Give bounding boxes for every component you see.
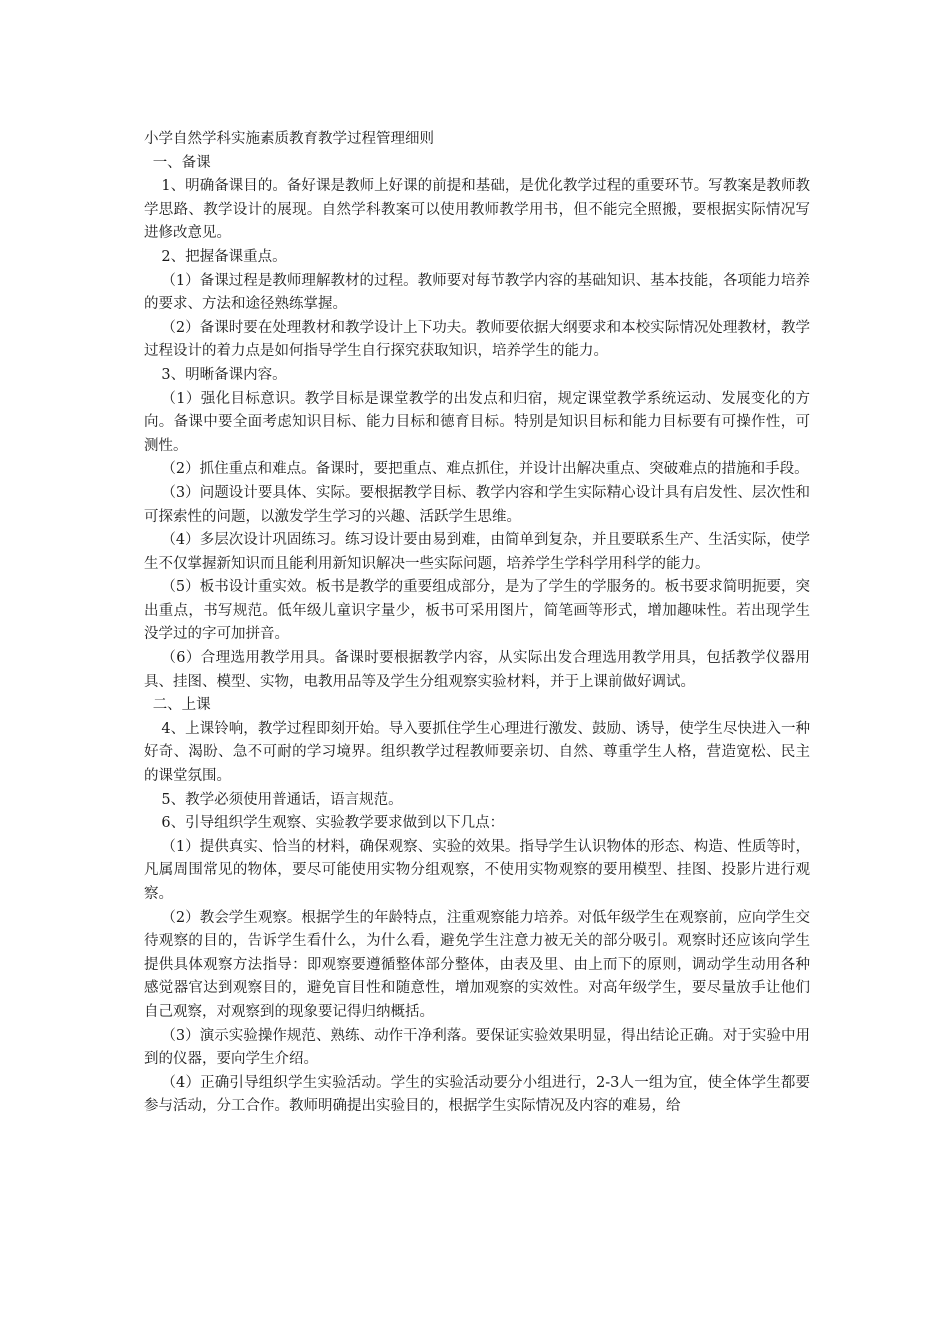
paragraph: （4）正确引导组织学生实验活动。学生的实验活动要分小组进行，2-3人一组为宜，使全体学生都要参与活动，分工合作。教师明确提出实验目的，根据学生实际情况及内容的难易，给 xyxy=(144,1074,810,1115)
paragraph: 4、上课铃响，教学过程即刻开始。导入要抓住学生心理进行激发、鼓励、诱导，使学生尽快进入一种好奇、渴盼、急不可耐的学习境界。组织教学过程教师要亲切、自然、尊重学生人格，营造宽松、民主的课堂氛围。 xyxy=(144,720,810,785)
paragraph: （3）问题设计要具体、实际。要根据教学目标、教学内容和学生实际精心设计具有启发性、层次性和可探索性的问题，以激发学生学习的兴趣、活跃学生思维。 xyxy=(144,484,810,525)
paragraph: 3、明晰备课内容。 xyxy=(161,366,287,383)
document-title: 小学自然学科实施素质教育教学过程管理细则 xyxy=(144,131,434,147)
paragraph: （2）备课时要在处理教材和教学设计上下功夫。教师要依据大纲要求和本校实际情况处理教材，教学过程设计的着力点是如何指导学生自行探究获取知识，培养学生的能力。 xyxy=(144,319,810,360)
document-page xyxy=(144,128,810,1119)
paragraph: 2、把握备课重点。 xyxy=(161,248,287,265)
paragraph: （1）备课过程是教师理解教材的过程。教师要对每节教学内容的基础知识、基本技能，各项能力培养的要求、方法和途径熟练掌握。 xyxy=(144,272,810,313)
paragraph: （4）多层次设计巩固练习。练习设计要由易到难，由简单到复杂，并且要联系生产、生活实际，使学生不仅掌握新知识而且能利用新知识解决一些实际问题，培养学生学科学用科学的能力。 xyxy=(144,532,810,572)
paragraph: （5）板书设计重实效。板书是教学的重要组成部分，是为了学生的学服务的。板书要求简明扼要，突出重点，书写规范。低年级儿童识字量少，板书可采用图片，简笔画等形式，增加趣味性。若出现学生没学过的字可加拼音。 xyxy=(144,579,810,643)
paragraph: （2）教会学生观察。根据学生的年龄特点，注重观察能力培养。对低年级学生在观察前，应向学生交待观察的目的，告诉学生看什么，为什么看，避免学生注意力被无关的部分吸引。观察时还应该向学生提供具体观察方法指导：即观察要遵循整体部分整体，由表及里、由上而下的原则，调动学生动用各种感觉器官达到观察目的，避免盲目性和随意性，增加观察的实效性。对高年级学生，要尽量放手让他们自己观察，对观察到的现象要记得归纳概括。 xyxy=(144,909,810,1020)
document-body xyxy=(144,152,810,1119)
paragraph: 1、明确备课目的。备好课是教师上好课的前提和基础，是优化教学过程的重要环节。写教案是教师教学思路、教学设计的展现。自然学科教案可以使用教师教学用书，但不能完全照搬，要根据实际情况写进修改意见。 xyxy=(144,178,810,242)
paragraph: （2）抓住重点和难点。备课时，要把重点、难点抓住，并设计出解决重点、突破难点的措施和手段。 xyxy=(161,461,809,478)
section-heading: 二、上课 xyxy=(152,697,211,714)
paragraph: （6）合理选用教学用具。备课时要根据教学内容，从实际出发合理选用教学用具，包括教学仪器用具、挂图、模型、实物，电教用品等及学生分组观察实验材料，并于上课前做好调试。 xyxy=(144,650,810,690)
paragraph: 5、教学必须使用普通话，语言规范。 xyxy=(161,791,403,808)
paragraph: （3）演示实验操作规范、熟练、动作干净利落。要保证实验效果明显，得出结论正确。对于实验中用到的仪器，要向学生介绍。 xyxy=(144,1027,810,1068)
paragraph: （1）强化目标意识。教学目标是课堂教学的出发点和归宿，规定课堂教学系统运动、发展变化的方向。备课中要全面考虑知识目标、能力目标和德育目标。特别是知识目标和能力目标要有可操作性，可测性。 xyxy=(144,390,810,454)
paragraph: 6、引导组织学生观察、实验教学要求做到以下几点： xyxy=(161,815,505,832)
section-heading: 一、备课 xyxy=(152,154,211,171)
paragraph: （1）提供真实、恰当的材料，确保观察、实验的效果。指导学生认识物体的形态、构造、性质等时，凡属周围常见的物体，要尽可能使用实物分组观察，不使用实物观察的要用模型、挂图、投影片进行观察。 xyxy=(144,838,810,902)
